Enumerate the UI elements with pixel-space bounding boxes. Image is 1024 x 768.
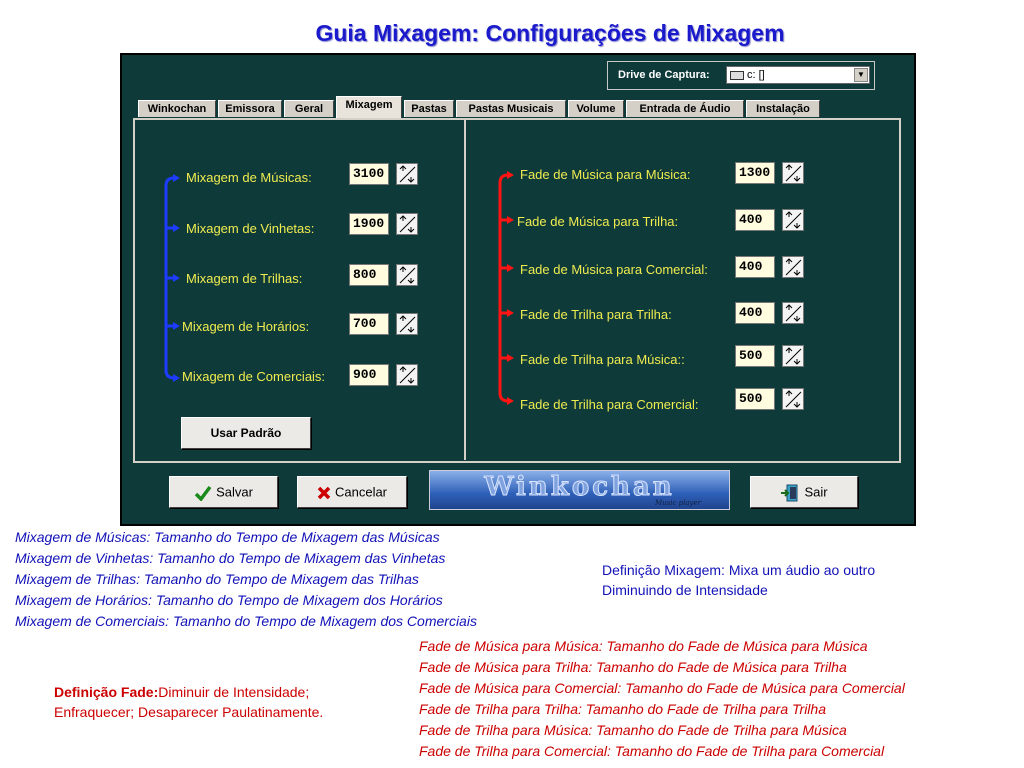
mix-value-comerciais[interactable]: 900 [349, 364, 389, 386]
fade-value-trilha-trilha[interactable]: 400 [735, 302, 775, 324]
winkochan-logo [429, 470, 730, 510]
fade-note: Fade de Trilha para Comercial: Tamanho do Fade de Trilha para Comercial [419, 743, 885, 759]
fade-label-trilha-musica: Fade de Trilha para Música:: [520, 352, 685, 367]
logo-text: Winkochan [484, 472, 675, 502]
fade-value-musica-trilha[interactable]: 400 [735, 209, 775, 231]
mix-note: Mixagem de Comerciais: Tamanho do Tempo de Mixagem dos Comerciais [15, 613, 477, 629]
mix-definition-line: Diminuindo de Intensidade [602, 582, 768, 598]
drive-icon [730, 71, 744, 80]
mix-label-horarios: Mixagem de Horários: [182, 319, 310, 334]
fade-label-trilha-trilha: Fade de Trilha para Trilha: [520, 307, 672, 322]
fade-definition-term: Definição Fade: [54, 684, 159, 700]
close-icon [317, 486, 331, 500]
mix-label-musicas: Mixagem de Músicas: [186, 170, 312, 185]
mix-label-trilhas: Mixagem de Trilhas: [186, 271, 303, 286]
mix-label-comerciais: Mixagem de Comerciais: [182, 369, 326, 384]
tab-mixagem[interactable]: Mixagem [336, 96, 402, 118]
fade-note: Fade de Música para Trilha: Tamanho do Fade de Música para Trilha [419, 659, 847, 675]
fade-definition [54, 682, 323, 722]
mix-bracket [160, 168, 184, 388]
page-title: Guia Mixagem: Configurações de Mixagem [315, 20, 785, 46]
fade-note: Fade de Música para Música: Tamanho do Fade de Música para Música [419, 638, 868, 654]
fade-value-musica-comercial[interactable]: 400 [735, 256, 775, 278]
cancel-label: Cancelar [334, 484, 388, 500]
mix-value-horarios[interactable]: 700 [349, 313, 389, 335]
capture-drive-select[interactable] [726, 66, 870, 84]
mix-notes [15, 527, 477, 632]
fade-value-trilha-musica[interactable]: 500 [735, 345, 775, 367]
panel-divider [464, 120, 466, 460]
chevron-down-icon[interactable]: ▼ [854, 68, 868, 82]
fade-value-trilha-comercial[interactable]: 500 [735, 388, 775, 410]
fade-note: Fade de Música para Comercial: Tamanho do Fade de Música para Comercial [419, 680, 905, 696]
mix-label-vinhetas: Mixagem de Vinhetas: [186, 221, 315, 236]
spinner-icon[interactable] [396, 313, 418, 335]
mix-definition [602, 560, 875, 600]
exit-label: Sair [804, 484, 828, 500]
exit-door-icon [780, 484, 798, 502]
spinner-icon[interactable] [782, 256, 804, 278]
save-button[interactable] [169, 476, 278, 508]
spinner-icon[interactable] [782, 209, 804, 231]
spinner-icon[interactable] [782, 302, 804, 324]
capture-drive-group [607, 61, 875, 90]
fade-label-trilha-comercial: Fade de Trilha para Comercial: [520, 397, 699, 412]
tab-pastas-musicais[interactable]: Pastas Musicais [456, 100, 566, 117]
fade-note: Fade de Trilha para Música: Tamanho do Fade de Trilha para Música [419, 722, 847, 738]
tab-pastas[interactable]: Pastas [404, 100, 454, 117]
save-label: Salvar [216, 484, 253, 500]
spinner-icon[interactable] [782, 345, 804, 367]
logo-subtitle: Music player [655, 499, 701, 507]
spinner-icon[interactable] [396, 163, 418, 185]
mix-note: Mixagem de Trilhas: Tamanho do Tempo de Mixagem das Trilhas [15, 571, 419, 587]
tab-winkochan[interactable]: Winkochan [138, 100, 216, 117]
fade-definition-text: Diminuir de Intensidade; [158, 684, 310, 700]
spinner-icon[interactable] [396, 264, 418, 286]
spinner-icon[interactable] [396, 213, 418, 235]
capture-drive-value: c: [] [747, 69, 765, 81]
use-default-button[interactable]: Usar Padrão [181, 417, 311, 449]
mix-definition-line: Definição Mixagem: Mixa um áudio ao outro [602, 562, 876, 578]
fade-note: Fade de Trilha para Trilha: Tamanho do Fade de Trilha para Trilha [419, 701, 826, 717]
mix-note: Mixagem de Horários: Tamanho do Tempo de Mixagem dos Horários [15, 592, 443, 608]
mix-value-trilhas[interactable]: 800 [349, 264, 389, 286]
mix-note: Mixagem de Músicas: Tamanho do Tempo de Mixagem das Músicas [15, 529, 440, 545]
mix-note: Mixagem de Vinhetas: Tamanho do Tempo de Mixagem das Vinhetas [15, 550, 446, 566]
fade-label-musica-musica: Fade de Música para Música: [520, 167, 691, 182]
spinner-icon[interactable] [396, 364, 418, 386]
fade-bracket [494, 165, 518, 410]
fade-notes [419, 636, 905, 762]
mix-value-musicas[interactable]: 3100 [349, 163, 389, 185]
capture-drive-label: Drive de Captura: [618, 69, 710, 81]
fade-label-musica-comercial: Fade de Música para Comercial: [520, 262, 708, 277]
checkmark-icon [194, 485, 212, 501]
cancel-button[interactable] [297, 476, 407, 508]
exit-button[interactable] [750, 476, 858, 508]
tab-entrada-de-audio[interactable]: Entrada de Áudio [626, 100, 744, 117]
tab-volume[interactable]: Volume [568, 100, 624, 117]
tab-instalacao[interactable]: Instalação [746, 100, 820, 117]
tab-emissora[interactable]: Emissora [218, 100, 282, 117]
spinner-icon[interactable] [782, 162, 804, 184]
fade-value-musica-musica[interactable]: 1300 [735, 162, 775, 184]
mix-value-vinhetas[interactable]: 1900 [349, 213, 389, 235]
fade-definition-text: Enfraquecer; Desaparecer Paulatinamente. [54, 704, 324, 720]
tab-geral[interactable]: Geral [284, 100, 334, 117]
spinner-icon[interactable] [782, 388, 804, 410]
fade-label-musica-trilha: Fade de Música para Trilha: [517, 214, 679, 229]
